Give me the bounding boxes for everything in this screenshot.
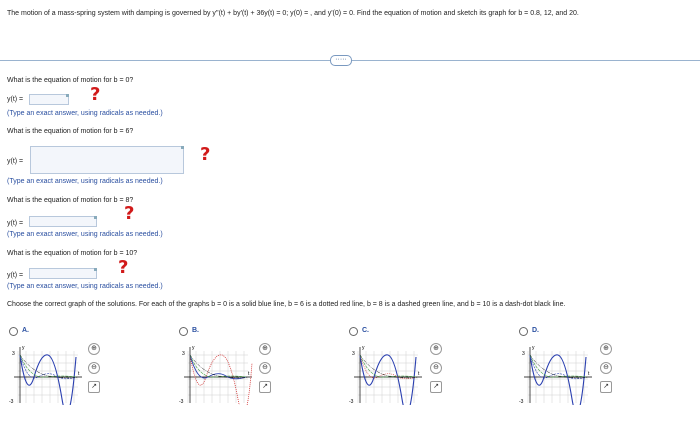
t-axis-label: t: [78, 371, 80, 377]
zoom-in-icon[interactable]: ⊕: [88, 343, 100, 355]
y-axis-label: y: [22, 345, 25, 351]
popout-icon[interactable]: ↗: [259, 381, 271, 393]
answer-label-b0: y(t) =: [7, 96, 24, 103]
choose-graph-prompt: Choose the correct graph of the solutions. For each of the graphs b = 0 is a solid blue line, b = 6 is a dotted red line, b = 8 is a dashed green line, and b = 10 is a dash-dot black line.: [7, 301, 566, 308]
t-axis-label: t: [418, 371, 420, 377]
answer-input-b8[interactable]: [29, 216, 97, 227]
zoom-out-icon[interactable]: ⊖: [430, 362, 442, 374]
option-a-radio[interactable]: [9, 327, 18, 336]
ymax-label: 3: [182, 351, 185, 357]
expand-button[interactable]: ·····: [330, 55, 352, 66]
popout-icon[interactable]: ↗: [600, 381, 612, 393]
option-c-label[interactable]: C.: [362, 327, 369, 334]
problem-prompt: The motion of a mass-spring system with damping is governed by y''(t) + by'(t) + 36y(t) = 0; y(0) = , and y'(0) = 0. Find the equation of motion and sketch its graph for b = 0.8, 12, and 20.: [7, 10, 579, 17]
option-b-label[interactable]: B.: [192, 327, 199, 334]
option-d-label[interactable]: D.: [532, 327, 539, 334]
answer-input-b6[interactable]: [30, 146, 184, 174]
graph-b: [176, 343, 262, 405]
ymin-label: -3: [9, 399, 14, 405]
zoom-in-icon[interactable]: ⊕: [430, 343, 442, 355]
ymin-label: -3: [179, 399, 184, 405]
ymin-label: -3: [349, 399, 354, 405]
incorrect-icon: ?: [90, 84, 101, 105]
incorrect-icon: ?: [200, 144, 211, 165]
graph-a: [6, 343, 92, 405]
y-axis-label: y: [362, 345, 365, 351]
zoom-out-icon[interactable]: ⊖: [259, 362, 271, 374]
zoom-in-icon[interactable]: ⊕: [600, 343, 612, 355]
answer-input-b10[interactable]: [29, 268, 97, 279]
hint-b0: (Type an exact answer, using radicals as needed.): [7, 110, 163, 117]
ymax-label: 3: [522, 351, 525, 357]
question-b0: What is the equation of motion for b = 0?: [7, 77, 134, 84]
incorrect-icon: ?: [124, 203, 135, 224]
y-axis-label: y: [532, 345, 535, 351]
hint-b8: (Type an exact answer, using radicals as needed.): [7, 231, 163, 238]
option-d-radio[interactable]: [519, 327, 528, 336]
incorrect-icon: ?: [118, 257, 129, 278]
question-b10: What is the equation of motion for b = 10?: [7, 250, 138, 257]
popout-icon[interactable]: ↗: [430, 381, 442, 393]
t-axis-label: t: [248, 371, 250, 377]
graph-d: [516, 343, 602, 405]
answer-label-b8: y(t) =: [7, 220, 24, 227]
popout-icon[interactable]: ↗: [88, 381, 100, 393]
answer-input-b0[interactable]: [29, 94, 69, 105]
answer-label-b10: y(t) =: [7, 272, 24, 279]
graph-c: [346, 343, 432, 405]
ymax-label: 3: [352, 351, 355, 357]
question-b6: What is the equation of motion for b = 6?: [7, 128, 134, 135]
zoom-in-icon[interactable]: ⊕: [259, 343, 271, 355]
question-b8: What is the equation of motion for b = 8?: [7, 197, 134, 204]
zoom-out-icon[interactable]: ⊖: [88, 362, 100, 374]
hint-b10: (Type an exact answer, using radicals as needed.): [7, 283, 163, 290]
option-a-label[interactable]: A.: [22, 327, 29, 334]
y-axis-label: y: [192, 345, 195, 351]
zoom-out-icon[interactable]: ⊖: [600, 362, 612, 374]
hint-b6: (Type an exact answer, using radicals as needed.): [7, 178, 163, 185]
option-c-radio[interactable]: [349, 327, 358, 336]
answer-label-b6: y(t) =: [7, 158, 24, 165]
ymax-label: 3: [12, 351, 15, 357]
option-b-radio[interactable]: [179, 327, 188, 336]
t-axis-label: t: [588, 371, 590, 377]
ymin-label: -3: [519, 399, 524, 405]
